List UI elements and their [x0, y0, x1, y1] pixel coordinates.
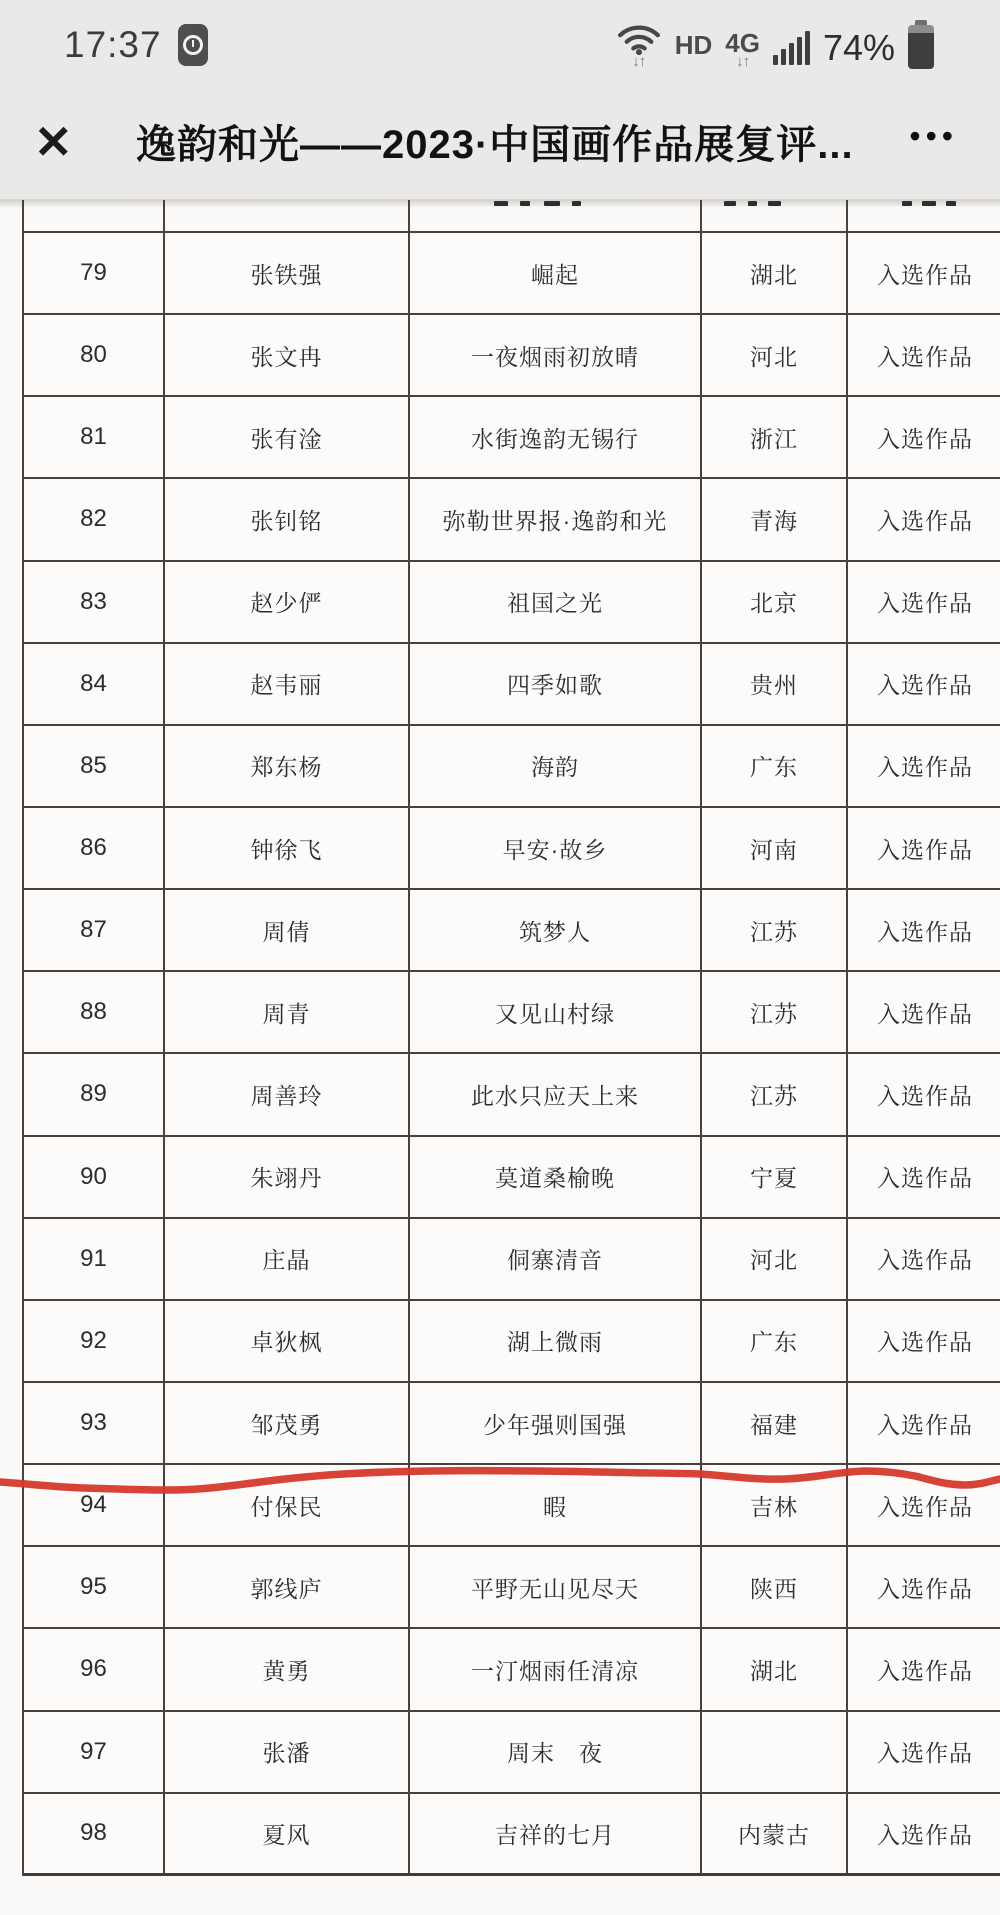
cell-title: 海韵 — [410, 726, 702, 806]
cell-status: 入选作品 — [877, 754, 973, 781]
cell-name: 卓狄枫 — [165, 1301, 410, 1381]
table-row — [24, 644, 1000, 726]
cell-name: 付保民 — [165, 1465, 410, 1545]
table-row — [24, 726, 1000, 808]
table-row — [24, 808, 1000, 890]
cell-name: 朱翊丹 — [165, 1137, 410, 1217]
cell-title: 祖国之光 — [410, 562, 702, 642]
table-row — [24, 1137, 1000, 1219]
cell-name: 张有淦 — [165, 397, 410, 477]
table-row — [24, 479, 1000, 561]
table-row — [24, 233, 1000, 315]
page-title: 逸韵和光——2023·中国画作品展复评... — [136, 123, 854, 167]
cell-title: 又见山村绿 — [410, 972, 702, 1052]
cell-province — [702, 1712, 848, 1792]
cell-status: 入选作品 — [877, 1411, 973, 1438]
cell-name: 周青 — [165, 972, 410, 1052]
cell-province: 湖北 — [702, 1629, 848, 1709]
cell-title: 暇 — [410, 1465, 702, 1545]
table-row — [24, 397, 1000, 479]
cell-name: 张钊铭 — [165, 479, 410, 559]
document-page — [0, 200, 1000, 1915]
cell-name: 周善玲 — [165, 1054, 410, 1134]
cell-name: 周倩 — [165, 890, 410, 970]
cell-number: 88 — [24, 972, 165, 1052]
cell-province: 福建 — [702, 1383, 848, 1463]
cell-province: 吉林 — [702, 1465, 848, 1545]
signal-bars-icon — [773, 31, 810, 69]
cell-province: 浙江 — [702, 397, 848, 477]
status-bar — [0, 0, 1000, 84]
table-row — [24, 972, 1000, 1054]
clock-time: 17:37 — [64, 24, 162, 65]
cell-name: 赵韦丽 — [165, 644, 410, 724]
cell-status: 入选作品 — [877, 1575, 973, 1602]
cell-title: 筑梦人 — [410, 890, 702, 970]
cell-province: 北京 — [702, 562, 848, 642]
cell-number: 97 — [24, 1712, 165, 1792]
table-row — [24, 1712, 1000, 1794]
table-row — [24, 1547, 1000, 1629]
cell-number: 93 — [24, 1383, 165, 1463]
wifi-icon — [616, 21, 662, 69]
cell-number: 91 — [24, 1219, 165, 1299]
cell-number: 87 — [24, 890, 165, 970]
wifi-traffic-arrows-icon: ↓↑ — [632, 53, 646, 70]
cell-status: 入选作品 — [877, 507, 973, 534]
cell-number: 79 — [24, 233, 165, 313]
close-icon[interactable]: ✕ — [34, 115, 73, 168]
network-4g — [725, 28, 760, 70]
cell-province: 江苏 — [702, 972, 848, 1052]
cell-name: 张文冉 — [165, 315, 410, 395]
cell-status: 入选作品 — [877, 836, 973, 863]
top-chrome — [0, 0, 1000, 200]
cell-name: 赵少俨 — [165, 562, 410, 642]
cell-title: 少年强则国强 — [410, 1383, 702, 1463]
cell-province: 湖北 — [702, 233, 848, 313]
cell-name: 郑东杨 — [165, 726, 410, 806]
cell-name: 邹茂勇 — [165, 1383, 410, 1463]
cell-province: 江苏 — [702, 1054, 848, 1134]
cell-title: 吉祥的七月 — [410, 1794, 702, 1873]
cell-number: 80 — [24, 315, 165, 395]
cell-province: 广东 — [702, 1301, 848, 1381]
cell-name: 郭线庐 — [165, 1547, 410, 1627]
cell-name: 庄晶 — [165, 1219, 410, 1299]
cell-name: 黄勇 — [165, 1629, 410, 1709]
cell-province: 宁夏 — [702, 1137, 848, 1217]
cell-title: 弥勒世界报·逸韵和光 — [410, 479, 702, 559]
wifi-arcs-icon — [616, 21, 662, 55]
cell-status: 入选作品 — [877, 1821, 973, 1848]
hd-badge: HD — [674, 30, 713, 60]
table-row — [24, 1794, 1000, 1876]
battery-icon — [908, 25, 934, 69]
cell-number: 96 — [24, 1629, 165, 1709]
cell-title: 崛起 — [410, 233, 702, 313]
cell-status: 入选作品 — [877, 343, 973, 370]
cell-province: 内蒙古 — [702, 1794, 848, 1873]
cell-province: 江苏 — [702, 890, 848, 970]
cell-province: 陕西 — [702, 1547, 848, 1627]
cell-title: 早安·故乡 — [410, 808, 702, 888]
table-row — [24, 315, 1000, 397]
cell-status: 入选作品 — [877, 261, 973, 288]
table-row — [24, 1054, 1000, 1136]
table-row — [24, 890, 1000, 972]
cell-status: 入选作品 — [877, 1000, 973, 1027]
cell-title: 湖上微雨 — [410, 1301, 702, 1381]
cell-name: 夏风 — [165, 1794, 410, 1873]
cell-status: 入选作品 — [877, 1247, 973, 1274]
cell-status: 入选作品 — [877, 672, 973, 699]
cell-status: 入选作品 — [877, 918, 973, 945]
cell-province: 青海 — [702, 479, 848, 559]
cell-status: 入选作品 — [877, 1493, 973, 1520]
cell-title: 一夜烟雨初放晴 — [410, 315, 702, 395]
cell-status: 入选作品 — [877, 1740, 973, 1767]
network-4g-label: 4G — [725, 28, 760, 58]
results-table — [22, 200, 1000, 1876]
cell-number: 86 — [24, 808, 165, 888]
cell-province: 河北 — [702, 315, 848, 395]
cell-number: 89 — [24, 1054, 165, 1134]
cell-province: 河北 — [702, 1219, 848, 1299]
nav-bar — [0, 84, 1000, 200]
cell-status: 入选作品 — [877, 425, 973, 452]
cell-number: 85 — [24, 726, 165, 806]
cell-title: 此水只应天上来 — [410, 1054, 702, 1134]
table-row — [24, 1465, 1000, 1547]
alarm-face-icon — [183, 35, 203, 55]
cell-number: 84 — [24, 644, 165, 724]
cell-province: 河南 — [702, 808, 848, 888]
cell-status: 入选作品 — [877, 1657, 973, 1684]
cell-status: 入选作品 — [877, 1082, 973, 1109]
table-row — [24, 1629, 1000, 1711]
cell-name: 钟徐飞 — [165, 808, 410, 888]
cell-name: 张潘 — [165, 1712, 410, 1792]
cell-number: 90 — [24, 1137, 165, 1217]
status-right — [616, 21, 934, 69]
cell-name: 张铁强 — [165, 233, 410, 313]
cell-number: 95 — [24, 1547, 165, 1627]
cell-province: 贵州 — [702, 644, 848, 724]
status-left — [64, 24, 208, 66]
cell-number: 81 — [24, 397, 165, 477]
cell-status: 入选作品 — [877, 1165, 973, 1192]
cell-title: 侗寨清音 — [410, 1219, 702, 1299]
table-row — [24, 1301, 1000, 1383]
network-traffic-arrows-icon: ↓↑ — [736, 53, 750, 70]
cell-status: 入选作品 — [877, 1329, 973, 1356]
cell-title: 四季如歌 — [410, 644, 702, 724]
cell-title: 周末 夜 — [410, 1712, 702, 1792]
cell-number: 98 — [24, 1794, 165, 1873]
table-row — [24, 1383, 1000, 1465]
cell-title: 莫道桑榆晚 — [410, 1137, 702, 1217]
results-table-body — [24, 233, 1000, 1876]
cell-title: 一汀烟雨任清凉 — [410, 1629, 702, 1709]
cell-province: 广东 — [702, 726, 848, 806]
cell-status: 入选作品 — [877, 590, 973, 617]
cell-title: 水街逸韵无锡行 — [410, 397, 702, 477]
battery-percent: 74% — [822, 27, 895, 68]
cell-number: 94 — [24, 1465, 165, 1545]
more-menu-icon[interactable]: ••• — [909, 118, 958, 154]
table-row — [24, 1219, 1000, 1301]
table-row — [24, 562, 1000, 644]
cell-title: 平野无山见尽天 — [410, 1547, 702, 1627]
cell-number: 92 — [24, 1301, 165, 1381]
alarm-icon — [178, 24, 208, 66]
cell-number: 83 — [24, 562, 165, 642]
cell-number: 82 — [24, 479, 165, 559]
